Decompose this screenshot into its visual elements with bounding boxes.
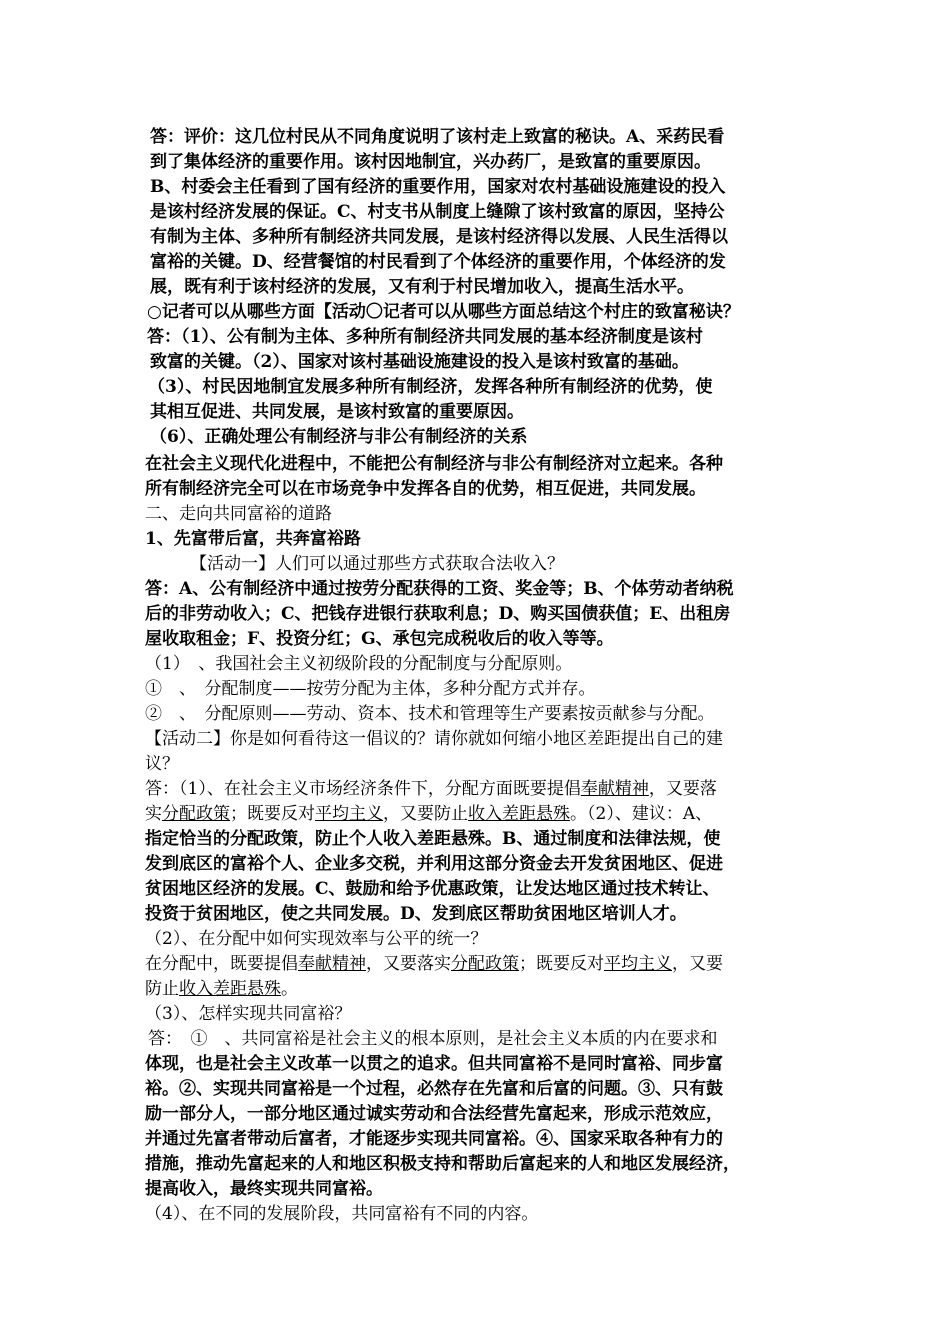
text-segment: （4）、在不同的发展阶段，共同富裕有不同的内容。 — [145, 1204, 539, 1224]
text-segment: 致富的关键。（2）、国家对该村基础设施建设的投入是该村致富的基础。 — [150, 352, 689, 372]
text-segment: 到了集体经济的重要作用。该村因地制宜，兴办药厂，是致富的重要原因。 — [150, 152, 711, 172]
text-line — [145, 1152, 740, 1177]
text-segment: ；既要反对 — [519, 954, 604, 974]
text-segment: 发到底区的富裕个人、企业多交税，并利用这部分资金去开发贫困地区、促进 — [145, 854, 723, 874]
text-line — [150, 250, 726, 275]
text-segment: 体现，也是社会主义改革一以贯之的追求。但共同富裕不是同时富裕、同步富 — [145, 1054, 723, 1074]
text-segment: 答：（1）、在社会主义市场经济条件下，分配方面既要提倡 — [145, 779, 581, 799]
text-line — [145, 602, 730, 627]
text-line — [150, 425, 527, 450]
text-segment: 答： ① 、共同富裕是社会主义的根本原则，是社会主义本质的内在要求和 — [148, 1029, 718, 1049]
underlined-term: 平均主义 — [604, 954, 672, 974]
text-segment: 议？ — [145, 754, 179, 774]
text-line — [147, 300, 740, 325]
text-line — [145, 702, 715, 727]
text-line — [145, 1177, 383, 1202]
text-segment: （2）、在分配中如何实现效率与公平的统一？ — [145, 929, 488, 949]
text-line — [147, 325, 703, 350]
text-segment: （3）、村民因地制宜发展多种所有制经济，发挥各种所有制经济的优势，使 — [148, 377, 713, 397]
text-line — [145, 927, 487, 952]
text-line — [145, 1052, 723, 1077]
text-segment: （3）、怎样实现共同富裕？ — [145, 1004, 352, 1024]
text-segment: 贫困地区经济的发展。C、鼓励和给予优惠政策，让发达地区通过技术转让、 — [145, 879, 720, 899]
underlined-term: 奉献精神 — [580, 779, 649, 799]
text-line — [145, 627, 614, 652]
text-line — [145, 877, 720, 902]
text-line — [145, 1202, 538, 1227]
text-segment: ○记者可以从哪些方面【活动〇记者可以从哪些方面总结这个村庄的致富秘诀？ — [147, 302, 740, 322]
text-line — [150, 200, 725, 225]
text-segment: 屋收取租金；F、投资分红；G、承包完成税收后的收入等等。 — [145, 629, 614, 649]
text-segment: 【活动二】你是如何看待这一倡议的？请你就如何缩小地区差距提出自己的建 — [145, 729, 723, 749]
text-segment: 励一部分人，一部分地区通过诚实劳动和合法经营先富起来，形成示范效应， — [145, 1104, 723, 1124]
text-segment: 。（2）、建议：A、 — [570, 804, 713, 824]
text-line — [150, 350, 689, 375]
text-segment: （1） 、我国社会主义初级阶段的分配制度与分配原则。 — [145, 654, 573, 674]
text-segment: ，又要落实 — [366, 954, 451, 974]
text-line — [145, 527, 361, 552]
text-segment: 实 — [145, 804, 162, 824]
text-segment: ，又要 — [672, 954, 723, 974]
text-line — [145, 477, 706, 502]
text-line — [145, 577, 734, 602]
text-segment: B、村委会主任看到了国有经济的重要作用，国家对农村基础设施建设的投入 — [150, 177, 726, 197]
text-line — [145, 952, 723, 977]
text-line — [145, 452, 723, 477]
text-segment: 在分配中，既要提倡 — [145, 954, 298, 974]
text-line — [148, 1027, 718, 1052]
text-segment: 【活动一】人们可以通过那些方式获取合法收入？ — [190, 554, 564, 574]
text-line — [148, 375, 712, 400]
text-segment: 富裕的关键。D、经营餐馆的村民看到了个体经济的重要作用，个体经济的发 — [150, 252, 726, 272]
text-segment: 展，既有利于该村经济的发展，又有利于村民增加收入，提高生活水平。 — [150, 277, 694, 297]
text-segment: ；既要反对 — [230, 804, 315, 824]
text-line — [145, 777, 717, 802]
text-segment: ，又要落 — [648, 779, 717, 799]
text-line — [145, 652, 572, 677]
text-line — [145, 977, 298, 1002]
text-segment: 裕。②、实现共同富裕是一个过程，必然存在先富和后富的问题。③、只有鼓 — [145, 1079, 723, 1099]
text-segment: 防止 — [145, 979, 179, 999]
text-segment: 其相互促进、共同发展，是该村致富的重要原因。 — [150, 402, 524, 422]
text-line — [145, 1127, 723, 1152]
text-segment: 提高收入，最终实现共同富裕。 — [145, 1179, 383, 1199]
text-line — [145, 852, 723, 877]
underlined-term: 分配政策 — [162, 804, 230, 824]
text-segment: 在社会主义现代化进程中，不能把公有制经济与非公有制经济对立起来。各种 — [145, 454, 723, 474]
text-line — [145, 752, 179, 777]
text-segment: 并通过先富者带动后富者，才能逐步实现共同富裕。④、国家采取各种有力的 — [145, 1129, 723, 1149]
text-line — [145, 502, 332, 527]
underlined-term: 奉献精神 — [298, 954, 366, 974]
text-segment: ① 、 分配制度——按劳分配为主体，多种分配方式并存。 — [145, 679, 596, 699]
text-line — [145, 1077, 723, 1102]
text-line — [145, 677, 596, 702]
text-segment: 是该村经济发展的保证。C、村支书从制度上缝隙了该村致富的原因，坚持公 — [150, 202, 725, 222]
text-segment: 指定恰当的分配政策，防止个人收入差距悬殊。B、通过制度和法律法规，使 — [145, 829, 721, 849]
text-line — [145, 727, 723, 752]
text-segment: 。 — [281, 979, 298, 999]
text-line — [150, 275, 694, 300]
underlined-term: 平均主义 — [315, 804, 383, 824]
text-line — [150, 150, 711, 175]
text-segment: （6）、正确处理公有制经济与非公有制经济的关系 — [150, 427, 528, 447]
underlined-term: 收入差距悬殊 — [468, 804, 570, 824]
text-segment: 后的非劳动收入；C、把钱存进银行获取利息；D、购买国债获值；E、出租房 — [145, 604, 731, 624]
text-line — [190, 552, 564, 577]
text-segment: 1、先富带后富，共奔富裕路 — [145, 529, 361, 549]
text-segment: 所有制经济完全可以在市场竞争中发挥各自的优势，相互促进，共同发展。 — [145, 479, 706, 499]
text-line — [150, 175, 725, 200]
text-line — [145, 827, 720, 852]
text-line — [145, 902, 687, 927]
text-line — [145, 1002, 351, 1027]
text-segment: 投资于贫困地区，使之共同发展。D、发到底区帮助贫困地区培训人才。 — [145, 904, 687, 924]
text-segment: 措施，推动先富起来的人和地区积极支持和帮助后富起来的人和地区发展经济， — [145, 1154, 740, 1174]
text-line — [150, 225, 728, 250]
text-line — [145, 1102, 723, 1127]
text-segment: 有制为主体、多种所有制经济共同发展，是该村经济得以发展、人民生活得以 — [150, 227, 728, 247]
text-line — [145, 802, 712, 827]
underlined-term: 分配政策 — [451, 954, 519, 974]
text-line — [150, 400, 524, 425]
underlined-term: 收入差距悬殊 — [179, 979, 281, 999]
text-segment: 答：评价：这几位村民从不同角度说明了该村走上致富的秘诀。A、采药民看 — [150, 127, 725, 147]
text-segment: 答：（1）、公有制为主体、多种所有制经济共同发展的基本经济制度是该村 — [147, 327, 703, 347]
text-segment: 答：A、公有制经济中通过按劳分配获得的工资、奖金等；B、个体劳动者纳税 — [145, 579, 734, 599]
text-segment: ，又要防止 — [383, 804, 468, 824]
text-segment: 二、走向共同富裕的道路 — [145, 504, 332, 524]
text-segment: ② 、 分配原则——劳动、资本、技术和管理等生产要素按贡献参与分配。 — [145, 704, 715, 724]
text-line — [150, 125, 724, 150]
